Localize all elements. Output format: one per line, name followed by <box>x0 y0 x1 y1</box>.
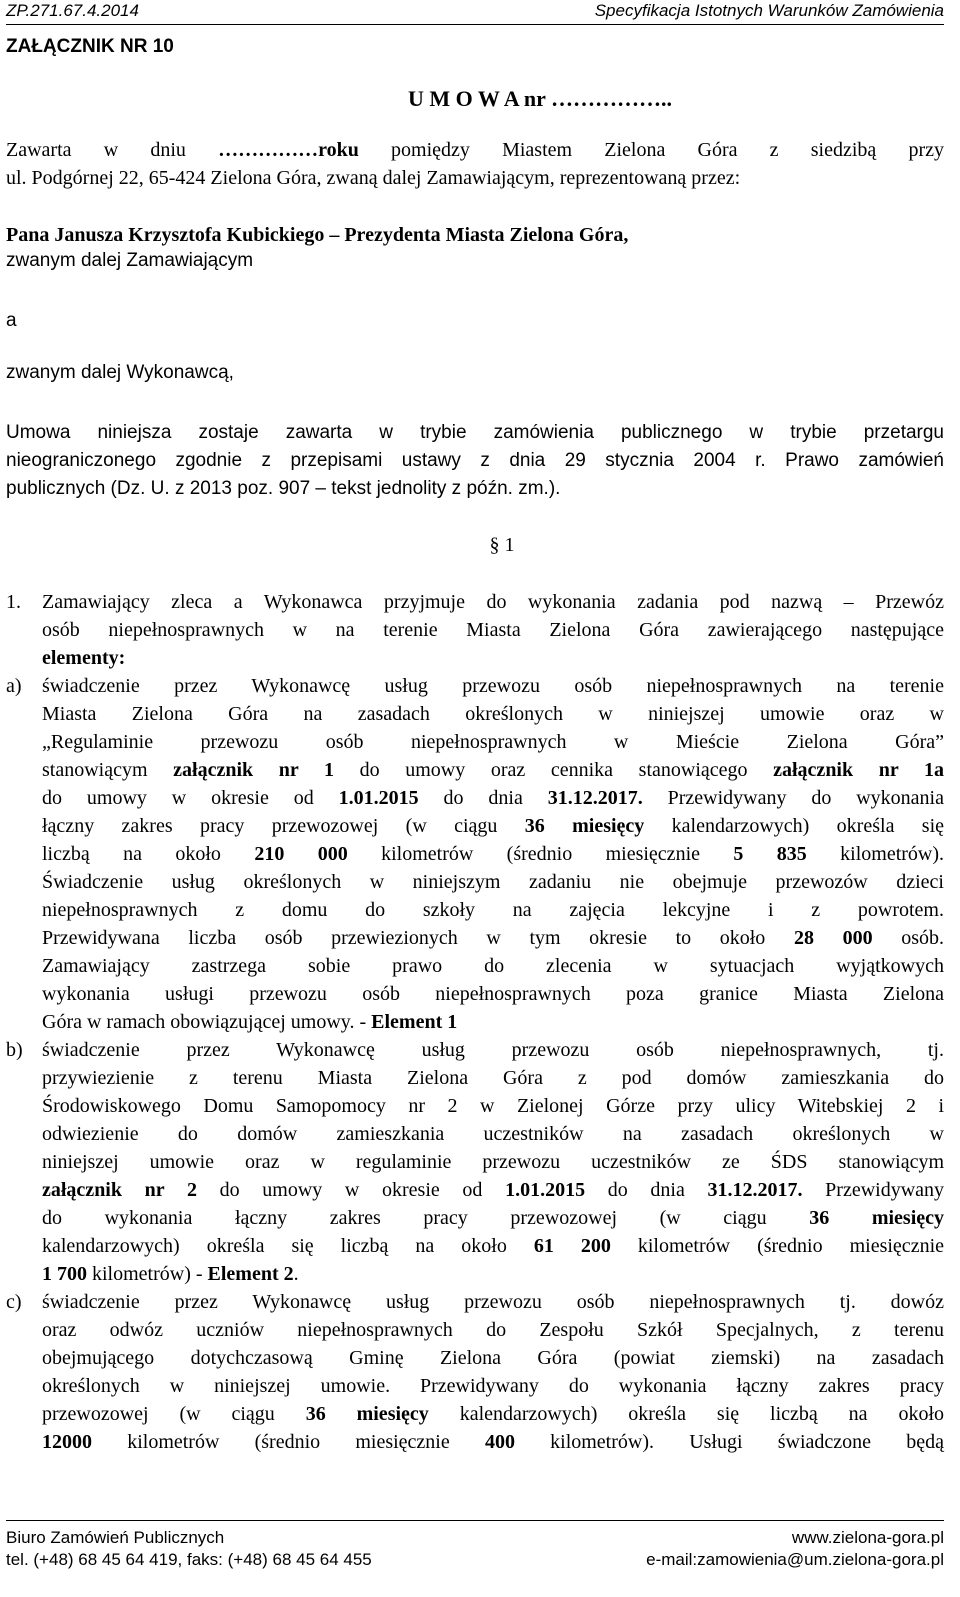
text-segment: kilometrów) - <box>87 1263 208 1285</box>
contractor-label: zwanym dalej Wykonawcą, <box>6 362 234 383</box>
agreement-basis <box>6 419 944 503</box>
text-segment: do dnia <box>418 787 548 809</box>
text-segment: Przewidywana liczba osób przewiezionych w tym okresie to około <box>42 927 794 949</box>
text-segment: publicznych (Dz. U. z 2013 poz. 907 – tekst jednolity z późn. zm.). <box>6 478 561 499</box>
text-segment: Przewidywany <box>802 1179 945 1201</box>
item-number: 1. <box>6 591 21 613</box>
page-header <box>6 0 944 25</box>
element-1-label: Element 1 <box>371 1011 458 1033</box>
element-c-label: c) <box>6 1291 22 1313</box>
text-segment: pomiędzy Miastem Zielona Góra z siedzibą przy <box>358 139 944 161</box>
text-segment: świadczenie przez Wykonawcę usług przewozu osób niepełnosprawnych, tj. <box>42 1039 944 1061</box>
text-segment: załącznik nr 1 <box>173 759 334 781</box>
text-segment: Góra w ramach obowiązującej umowy. - <box>42 1011 372 1033</box>
text-segment: 36 miesięcy <box>305 1403 429 1425</box>
text-segment: Świadczenie usług określonych w niniejszym zadaniu nie obejmuje przewozów dzieci <box>42 871 944 893</box>
text-segment: kilometrów (średnio miesięcznie <box>92 1431 485 1453</box>
element-a-label: a) <box>6 675 22 697</box>
intro-paragraph <box>6 136 944 192</box>
section-item-1 <box>6 588 944 1456</box>
intro-line-1 <box>6 136 944 164</box>
text-segment: 36 miesięcy <box>809 1207 944 1229</box>
element-a <box>6 672 945 1036</box>
text-segment: odwiezienie do domów zamieszkania uczestników na zasadach określonych w <box>42 1123 944 1145</box>
page-footer <box>6 1520 944 1571</box>
text-segment: 5 835 <box>733 843 807 865</box>
text-segment: 36 miesięcy <box>524 815 645 837</box>
text-segment: 1.01.2015 <box>338 787 419 809</box>
text-segment: 31.12.2017. <box>547 787 643 809</box>
text-segment: 400 <box>484 1431 515 1453</box>
text-segment: kalendarzowych) określa się liczbą na około <box>428 1403 945 1425</box>
text-segment: osób niepełnosprawnych w na terenie Miasta Zielona Góra zawierającego następujące <box>42 619 944 641</box>
text-segment: do wykonania łączny zakres pracy przewozowej (w ciągu <box>42 1207 810 1229</box>
element-2-label: Element 2 <box>207 1263 294 1285</box>
text-segment: 210 000 <box>254 843 348 865</box>
text-segment: wykonania usługi przewozu osób niepełnosprawnych poza granice Miasta Zielona <box>42 983 944 1005</box>
text-segment: „Regulaminie przewozu osób niepełnosprawnych w Mieście Zielona Góra” <box>42 731 944 753</box>
text-segment: 28 000 <box>793 927 873 949</box>
text-segment: niniejszej umowie oraz w regulaminie przewozu uczestników ze ŚDS stanowiącym <box>42 1151 944 1173</box>
element-b-label: b) <box>6 1039 23 1061</box>
text-segment: kilometrów). Usługi świadczone będą <box>514 1431 944 1453</box>
footer-phone: tel. (+48) 68 45 64 419, faks: (+48) 68 45 64 455 <box>6 1550 372 1569</box>
text-segment: przewozowej (w ciągu <box>42 1403 306 1425</box>
text-segment: 12000 <box>42 1431 92 1453</box>
conjunction: a <box>6 310 17 331</box>
text-segment: do umowy oraz cennika stanowiącego <box>334 759 774 781</box>
annex-label: ZAŁĄCZNIK NR 10 <box>6 36 174 57</box>
text-segment: Przewidywany do wykonania <box>642 787 944 809</box>
text-segment: Zamawiający zastrzega sobie prawo do zlecenia w sytuacjach wyjątkowych <box>42 955 944 977</box>
text-segment: niepełnosprawnych z domu do szkoły na zajęcia lekcyjne i z powrotem. <box>42 899 944 921</box>
text-segment: kalendarzowych) określa się liczbą na około <box>42 1235 534 1257</box>
text-segment: załącznik nr 1a <box>773 759 944 781</box>
text-segment: świadczenie przez Wykonawcę usług przewozu osób niepełnosprawnych tj. dowóz <box>42 1291 944 1313</box>
text-segment: Zamawiający zleca a Wykonawca przyjmuje do wykonania zadania pod nazwą – Przewóz <box>42 591 944 613</box>
text-segment: Zawarta w dniu <box>6 139 219 161</box>
intro-line-2: ul. Podgórnej 22, 65-424 Zielona Góra, zwaną dalej Zamawiającym, reprezentowaną przez: <box>6 167 741 189</box>
text-segment: świadczenie przez Wykonawcę usług przewozu osób niepełnosprawnych na terenie <box>42 675 944 697</box>
text-segment: do dnia <box>585 1179 708 1201</box>
text-segment: Miasta Zielona Góra na zasadach określonych w niniejszej umowie oraz w <box>42 703 944 725</box>
header-title: Specyfikacja Istotnych Warunków Zamówienia <box>594 1 944 20</box>
representative-name: Pana Janusza Krzysztofa Kubickiego – Prezydenta Miasta Zielona Góra, <box>6 224 629 246</box>
element-c <box>6 1288 945 1456</box>
header-reference: ZP.271.67.4.2014 <box>6 1 139 20</box>
text-segment: Środowiskowego Domu Samopomocy nr 2 w Zielonej Górze przy ulicy Witebskiej 2 i <box>42 1095 944 1117</box>
text-segment: 1 700 <box>42 1263 87 1285</box>
text-segment: nieograniczonego zgodnie z przepisami ustawy z dnia 29 stycznia 2004 r. Prawo zamówień <box>6 450 944 471</box>
contract-title: U M O W A nr …………….. <box>407 86 673 111</box>
text-segment: kilometrów (średnio miesięcznie <box>610 1235 944 1257</box>
text-segment: liczbą na około <box>42 843 255 865</box>
element-b <box>6 1036 945 1288</box>
text-segment: łączny zakres pracy przewozowej (w ciągu <box>42 815 525 837</box>
text-segment: określonych w niniejszej umowie. Przewidywany do wykonania łączny zakres pracy <box>42 1375 944 1397</box>
text-segment: do umowy w okresie od <box>196 1179 506 1201</box>
text-segment: 61 200 <box>533 1235 611 1257</box>
text-segment: ……………roku <box>218 139 359 161</box>
footer-office: Biuro Zamówień Publicznych <box>6 1528 225 1547</box>
text-segment: stanowiącym <box>42 759 174 781</box>
representative-role: zwanym dalej Zamawiającym <box>6 250 254 271</box>
text-segment: obejmującego dotychczasową Gminę Zielona Góra (powiat ziemski) na zasadach <box>42 1347 944 1369</box>
elements-label: elementy: <box>42 647 126 669</box>
text-segment: . <box>293 1263 299 1285</box>
text-segment: oraz odwóz uczniów niepełnosprawnych do Zespołu Szkół Specjalnych, z terenu <box>42 1319 944 1341</box>
text-segment: osób. <box>872 927 945 949</box>
text-segment: 31.12.2017. <box>707 1179 803 1201</box>
text-segment: do umowy w okresie od <box>42 787 339 809</box>
representative-block <box>6 224 944 275</box>
text-segment: przywiezienie z terenu Miasta Zielona Góra z pod domów zamieszkania do <box>42 1067 944 1089</box>
footer-email-link[interactable]: e-mail:zamowienia@um.zielona-gora.pl <box>646 1550 944 1569</box>
text-segment: kilometrów). <box>806 843 945 865</box>
text-segment: kalendarzowych) określa się <box>644 815 944 837</box>
footer-website-link[interactable]: www.zielona-gora.pl <box>791 1528 944 1547</box>
paragraph-mark: § 1 <box>489 534 515 556</box>
text-segment: Umowa niniejsza zostaje zawarta w trybie zamówienia publicznego w trybie przetargu <box>6 422 944 443</box>
text-segment: 1.01.2015 <box>505 1179 586 1201</box>
text-segment: kilometrów (średnio miesięcznie <box>347 843 734 865</box>
text-segment: załącznik nr 2 <box>42 1179 197 1201</box>
